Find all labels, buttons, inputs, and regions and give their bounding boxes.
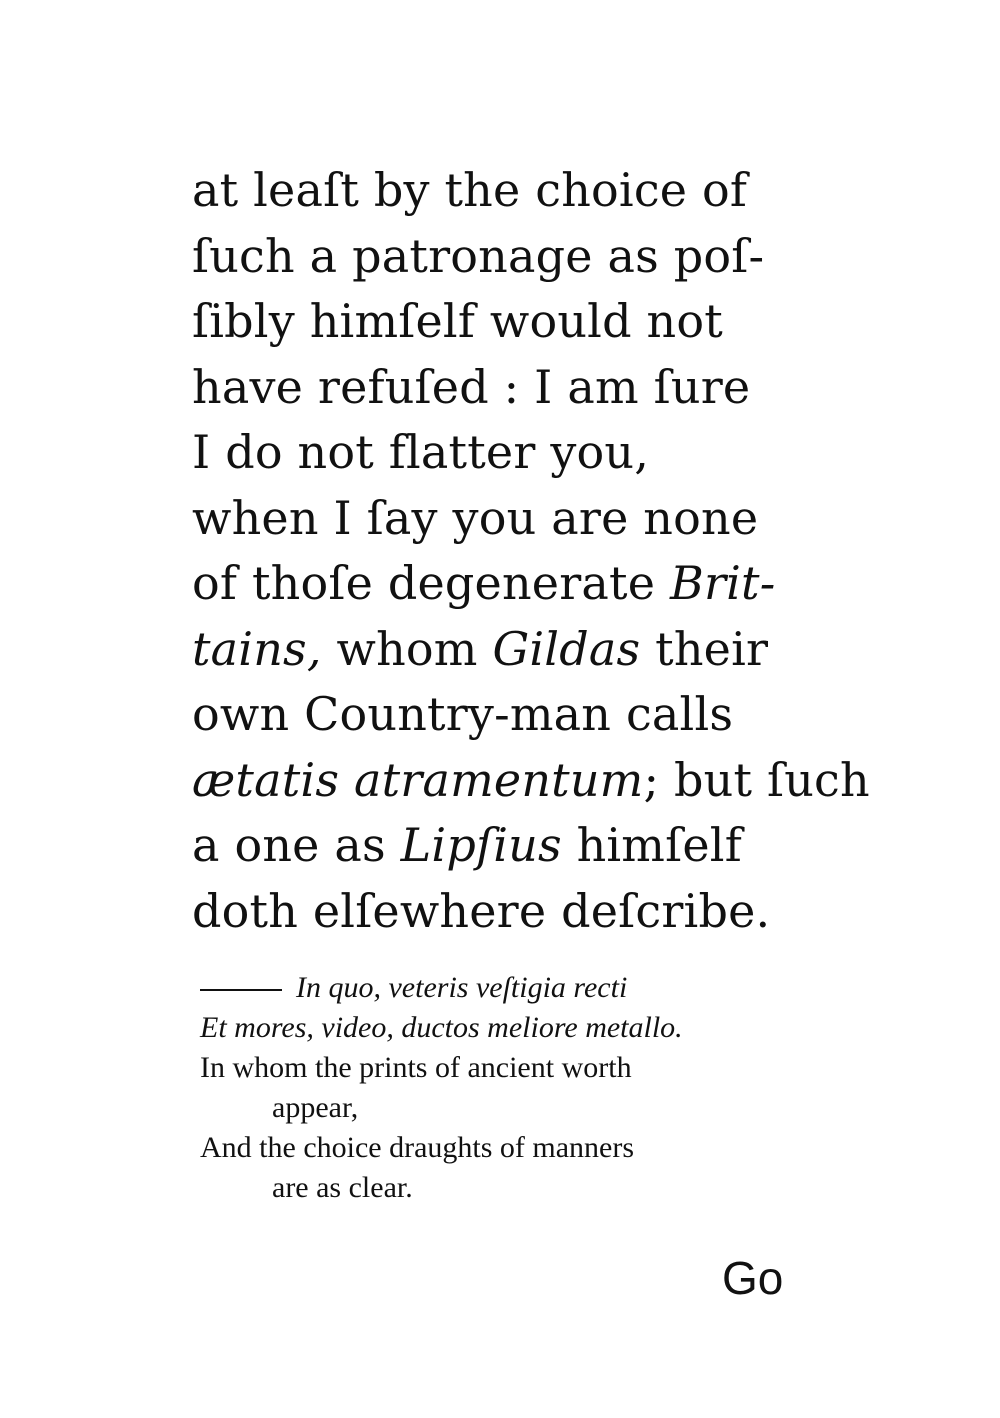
text-line (192, 617, 832, 683)
italic-segment: Brit- (669, 556, 776, 610)
dash-rule (200, 989, 282, 991)
text-line: own Country-man calls (192, 687, 734, 741)
text-segment: their (640, 621, 769, 676)
latin-verse-line: Et mores, video, ductos meliore metallo. (200, 1011, 683, 1044)
text-line (192, 813, 832, 879)
italic-segment: Gildas (492, 621, 641, 676)
latin-verse-text: In quo, veteris veſtigia recti (296, 971, 628, 1004)
text-line: ſuch a patronage as poſ- (192, 228, 765, 283)
text-line (192, 748, 870, 814)
english-verse-line: And the choice draughts of manners (200, 1131, 635, 1164)
text-segment: himſelf (561, 818, 742, 872)
verse-quotation (200, 968, 800, 1208)
italic-segment: Lipſius (400, 818, 562, 872)
text-line: when I ſay you are none (192, 490, 759, 545)
text-line: doth elſewhere deſcribe. (192, 883, 771, 938)
english-verse-line: are as clear. (272, 1171, 413, 1204)
latin-verse-line (200, 968, 800, 1008)
text-segment: of thoſe degenerate (192, 556, 670, 610)
italic-segment: tains, (192, 621, 322, 676)
italic-segment: ætatis atramentum (192, 752, 644, 807)
text-line (192, 551, 832, 617)
text-segment: whom (321, 621, 493, 676)
text-line: at leaſt by the choice of (192, 163, 748, 217)
catchword: Go (722, 1252, 784, 1304)
text-line: I do not flatter you, (192, 425, 650, 479)
body-paragraph (192, 158, 870, 944)
text-line: ſibly himſelf would not (192, 294, 723, 348)
english-verse-line: In whom the prints of ancient worth (200, 1051, 632, 1084)
text-segment: ; but ſuch (643, 752, 870, 807)
english-verse-line: appear, (272, 1091, 359, 1124)
text-segment: a one as (192, 818, 401, 872)
text-line: have refuſed : I am ſure (192, 359, 751, 414)
